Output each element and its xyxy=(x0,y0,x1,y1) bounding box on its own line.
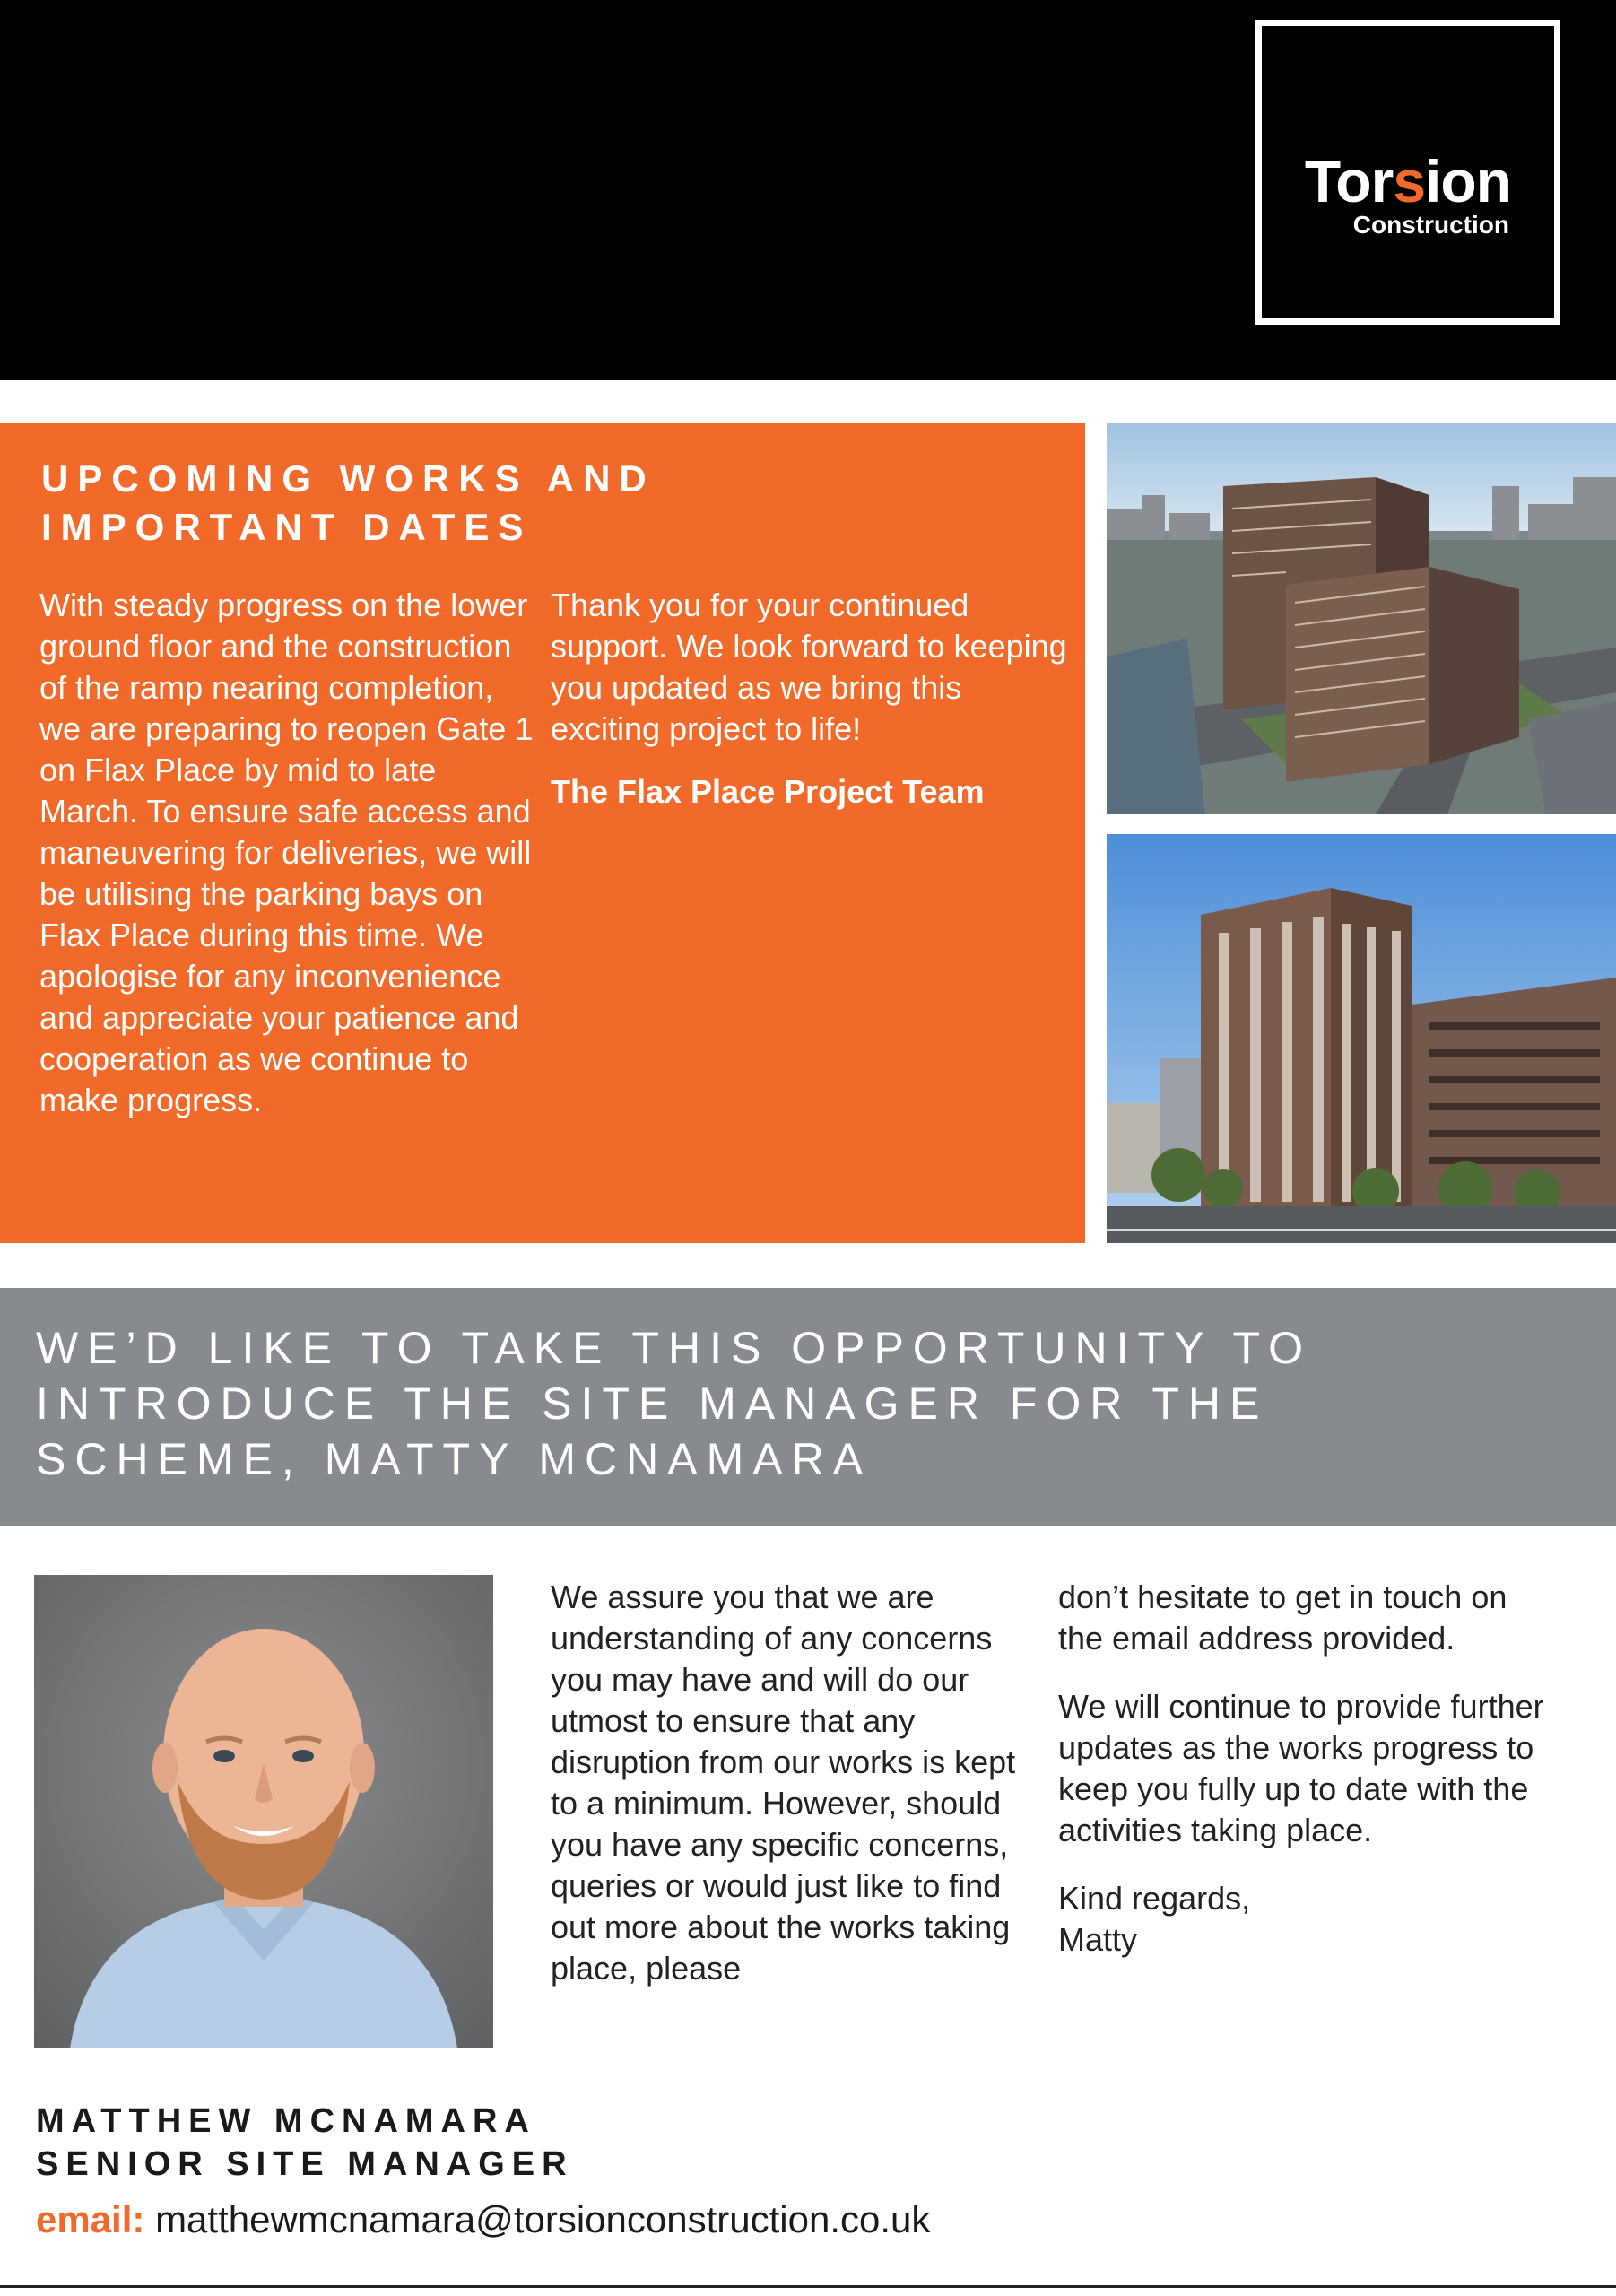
building-street-image xyxy=(1107,834,1616,1243)
letter-column-middle xyxy=(551,1577,1017,1989)
upcoming-body-right xyxy=(551,585,1071,813)
upcoming-body-left: With steady progress on the lower ground floor and the construction of the ramp nearing completion, we are preparing to reopen Gate 1 on Flax Place by mid to late March. To ensure safe access and maneuvering for deliveries, we will be utilising the parking bays on Flax Place during this time. We apologise for any inconvenience and appreciate your patience and cooperation as we continue to make progress. xyxy=(39,587,534,1118)
email-label: email: xyxy=(36,2198,145,2240)
intro-line-3: SCHEME, MATTY MCNAMARA xyxy=(36,1434,873,1484)
email-link[interactable]: matthewmcnamara@torsionconstruction.co.uk xyxy=(155,2198,931,2240)
closing-phrase: Kind regards, xyxy=(1058,1880,1251,1917)
upcoming-title-line-2: IMPORTANT DATES xyxy=(41,506,533,548)
project-team-signoff: The Flax Place Project Team xyxy=(551,773,985,810)
email-line xyxy=(36,2198,931,2240)
thank-you-text: Thank you for your continued support. We look forward to keeping you updated as we bring this exciting project to life! xyxy=(551,587,1067,747)
upcoming-works-panel xyxy=(0,423,1085,1243)
letter-closing xyxy=(1058,1878,1560,1961)
letter-paragraph: don’t hesitate to get in touch on the email address provided. xyxy=(1058,1578,1507,1657)
letter-column-right xyxy=(1058,1577,1560,1987)
letter-paragraph: We will continue to provide further updates as the works progress to keep you fully up to date with the activities taking place. xyxy=(1058,1688,1544,1848)
manager-name: MATTHEW MCNAMARA xyxy=(36,2102,536,2140)
intro-line-1: WE’D LIKE TO TAKE THIS OPPORTUNITY TO xyxy=(36,1323,1313,1373)
logo xyxy=(1255,20,1560,325)
logo-wordmark: Torsion xyxy=(1304,148,1511,214)
footer-divider xyxy=(0,2285,1616,2288)
intro-line-2: INTRODUCE THE SITE MANAGER FOR THE xyxy=(36,1378,1269,1429)
site-manager-portrait xyxy=(34,1575,493,2048)
upcoming-title-line-1: UPCOMING WORKS AND xyxy=(41,457,656,500)
closing-name: Matty xyxy=(1058,1921,1138,1958)
logo-subtitle: Construction xyxy=(1352,211,1509,239)
letter-paragraph: We assure you that we are understanding of any concerns you may have and will do our utmost to ensure that any disruption from our works is kept to a minimum. However, should you have any specific concerns, queries or would just like to find out more about the works taking place, please xyxy=(551,1578,1016,1987)
manager-role: SENIOR SITE MANAGER xyxy=(36,2145,574,2183)
intro-banner xyxy=(0,1288,1616,1526)
building-aerial-image xyxy=(1107,423,1616,814)
